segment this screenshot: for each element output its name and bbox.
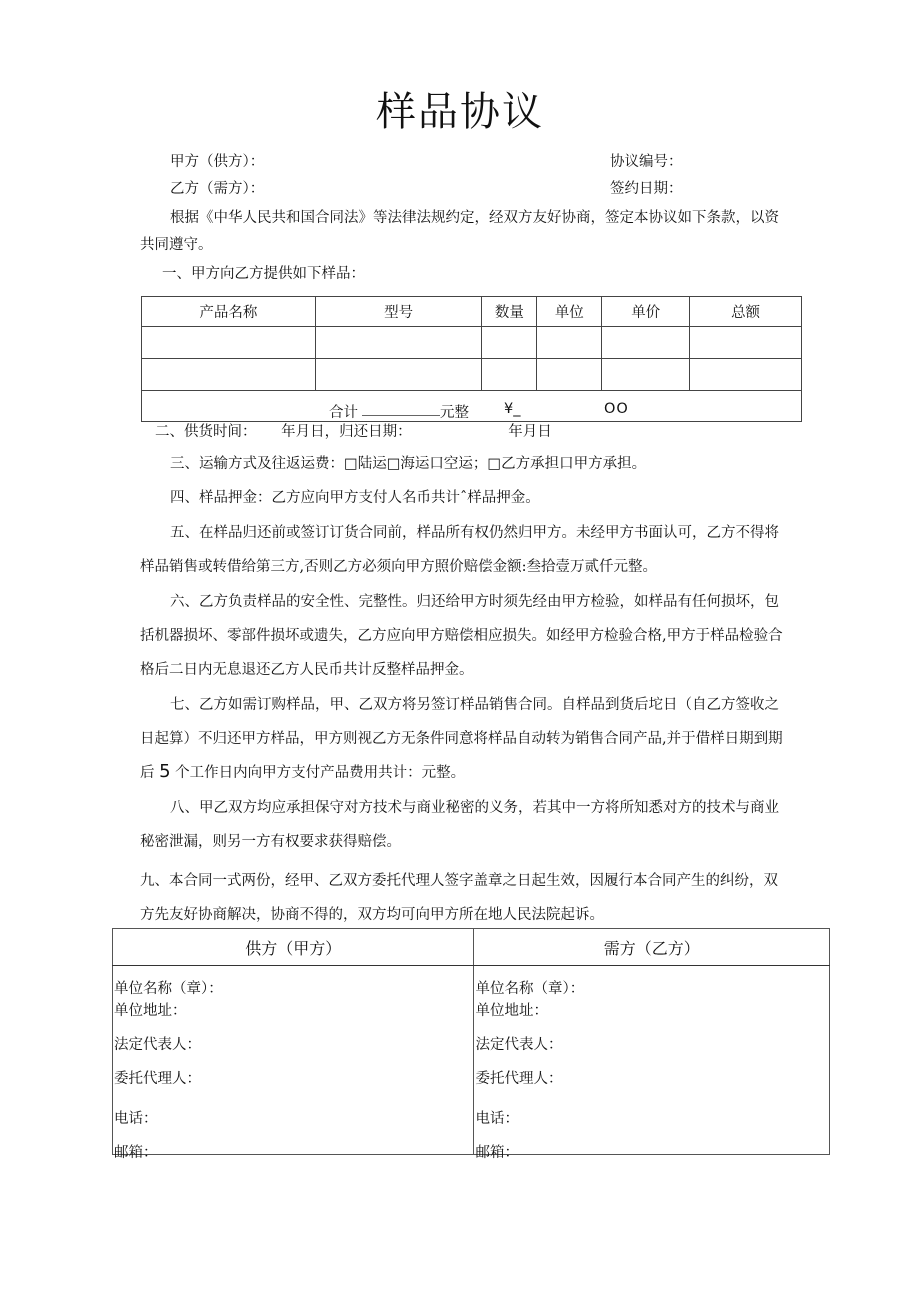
clause-5-line2: 样品销售或转借给第三方,否则乙方必须向甲方照价赔偿金额:叁拾壹万贰仟元整。 xyxy=(140,559,657,575)
clause-2-prefix: 二、供货时间： xyxy=(155,424,257,440)
clause-6-line1: 六、乙方负责样品的安全性、完整性。归还给甲方时须先经由甲方检验，如样品有任何损坏，包 xyxy=(170,594,779,610)
clause-1: 一、甲方向乙方提供如下样品： xyxy=(162,266,365,282)
supplier-address[interactable]: 单位地址： xyxy=(114,1003,187,1019)
buyer-fields xyxy=(474,966,830,1161)
sign-date-label: 签约日期： xyxy=(610,181,683,197)
supplier-legal-rep[interactable]: 法定代表人： xyxy=(114,1037,201,1053)
table-cell[interactable] xyxy=(602,327,690,359)
agreement-no-label: 协议编号： xyxy=(610,154,683,170)
clause-5-line1: 五、在样品归还前或签订订货合同前，样品所有权仍然归甲方。未经甲方书面认可，乙方不得将 xyxy=(170,525,779,541)
table-cell[interactable] xyxy=(537,359,602,391)
sample-table-header xyxy=(142,297,802,327)
document-title: 样品协议 xyxy=(376,89,544,135)
table-cell[interactable] xyxy=(482,359,537,391)
clause-7-line3-post: 个工作日内向甲方支付产品费用共计：元整。 xyxy=(175,765,466,781)
clause-6-line3: 格后二日内无息退还乙方人民币共计反整样品押金。 xyxy=(140,662,474,678)
column-header: 型号 xyxy=(315,297,482,327)
signature-table xyxy=(112,928,830,1161)
supplier-company-name[interactable]: 单位名称（章）： xyxy=(114,981,223,997)
party-b-label: 乙方（需方）： xyxy=(170,181,265,197)
table-cell[interactable] xyxy=(482,327,537,359)
buyer-address[interactable]: 单位地址： xyxy=(475,1003,548,1019)
column-header: 数量 xyxy=(482,297,537,327)
table-cell[interactable] xyxy=(537,327,602,359)
supply-date: 年月日，归还日期： xyxy=(281,424,412,440)
total-currency: ¥_ xyxy=(504,401,521,417)
table-row xyxy=(142,359,802,391)
clause-6-line2: 括机器损坏、零部件损坏或遗失，乙方应向甲方赔偿相应损失。如经甲方检验合格,甲方于样品检验合 xyxy=(140,628,783,644)
supplier-phone[interactable]: 电话： xyxy=(114,1111,158,1127)
clause-8-line1: 八、甲乙双方均应承担保守对方技术与商业秘密的义务，若其中一方将所知悉对方的技术与商业 xyxy=(170,800,779,816)
clause-2 xyxy=(155,422,552,442)
signature-header-row xyxy=(113,929,830,966)
table-cell[interactable] xyxy=(690,327,802,359)
return-date: 年月日 xyxy=(508,424,552,440)
table-cell[interactable] xyxy=(602,359,690,391)
clause-7-line3 xyxy=(140,762,465,783)
total-row xyxy=(142,391,802,422)
column-header: 产品名称 xyxy=(142,297,316,327)
buyer-header: 需方（乙方） xyxy=(474,929,830,966)
table-cell[interactable] xyxy=(142,327,316,359)
clause-7-line1: 七、乙方如需订购样品，甲、乙双方将另签订样品销售合同。自样品到货后坨日（自乙方签收之 xyxy=(170,697,779,713)
total-amount-blank[interactable] xyxy=(362,401,440,420)
preamble-line2: 共同遵守。 xyxy=(140,237,213,253)
table-cell[interactable] xyxy=(690,359,802,391)
table-cell[interactable] xyxy=(315,359,482,391)
buyer-phone[interactable]: 电话： xyxy=(475,1111,519,1127)
clause-7-line2: 日起算）不归还甲方样品，甲方则视乙方无条件同意将样品自动转为销售合同产品,并于借样日期到期 xyxy=(140,731,783,747)
buyer-agent[interactable]: 委托代理人： xyxy=(475,1071,563,1087)
buyer-email[interactable]: 邮箱： xyxy=(475,1145,519,1161)
column-header: 单价 xyxy=(602,297,690,327)
table-row xyxy=(142,327,802,359)
total-unit: 元整 xyxy=(440,405,469,421)
working-days-number: 5 xyxy=(159,761,171,782)
column-header: 单位 xyxy=(537,297,602,327)
buyer-legal-rep[interactable]: 法定代表人： xyxy=(475,1037,563,1053)
clause-7-line3-pre: 后 xyxy=(140,765,155,781)
table-cell[interactable] xyxy=(142,359,316,391)
buyer-company-name[interactable]: 单位名称（章）： xyxy=(475,981,585,997)
clause-3: 三、运输方式及往返运费：□陆运□海运口空运；□乙方承担口甲方承担。 xyxy=(170,456,647,472)
clause-9-line1: 九、本合同一式两份，经甲、乙双方委托代理人签字盖章之日起生效，因履行本合同产生的纠纷，双 xyxy=(140,873,778,889)
preamble-line1: 根据《中华人民共和国合同法》等法律法规约定，经双方友好协商，签定本协议如下条款，以资 xyxy=(170,210,779,226)
party-a-label: 甲方（供方）： xyxy=(170,154,265,170)
clause-9-line2: 方先友好协商解决，协商不得的，双方均可向甲方所在地人民法院起诉。 xyxy=(140,907,604,923)
clause-8-line2: 秘密泄漏，则另一方有权要求获得赔偿。 xyxy=(140,834,401,850)
signature-body-row xyxy=(113,966,830,1155)
supplier-header: 供方（甲方） xyxy=(113,929,474,966)
supplier-fields xyxy=(113,966,474,1161)
sample-table xyxy=(141,296,802,422)
total-label: 合计 xyxy=(329,405,358,421)
table-cell[interactable] xyxy=(315,327,482,359)
clause-4: 四、样品押金：乙方应向甲方支付人名币共计ˆ样品押金。 xyxy=(170,490,540,506)
total-cents: OO xyxy=(604,401,629,417)
total-cell xyxy=(142,391,802,422)
column-header: 总额 xyxy=(690,297,802,327)
supplier-email[interactable]: 邮箱： xyxy=(114,1145,158,1161)
supplier-agent[interactable]: 委托代理人： xyxy=(114,1071,201,1087)
